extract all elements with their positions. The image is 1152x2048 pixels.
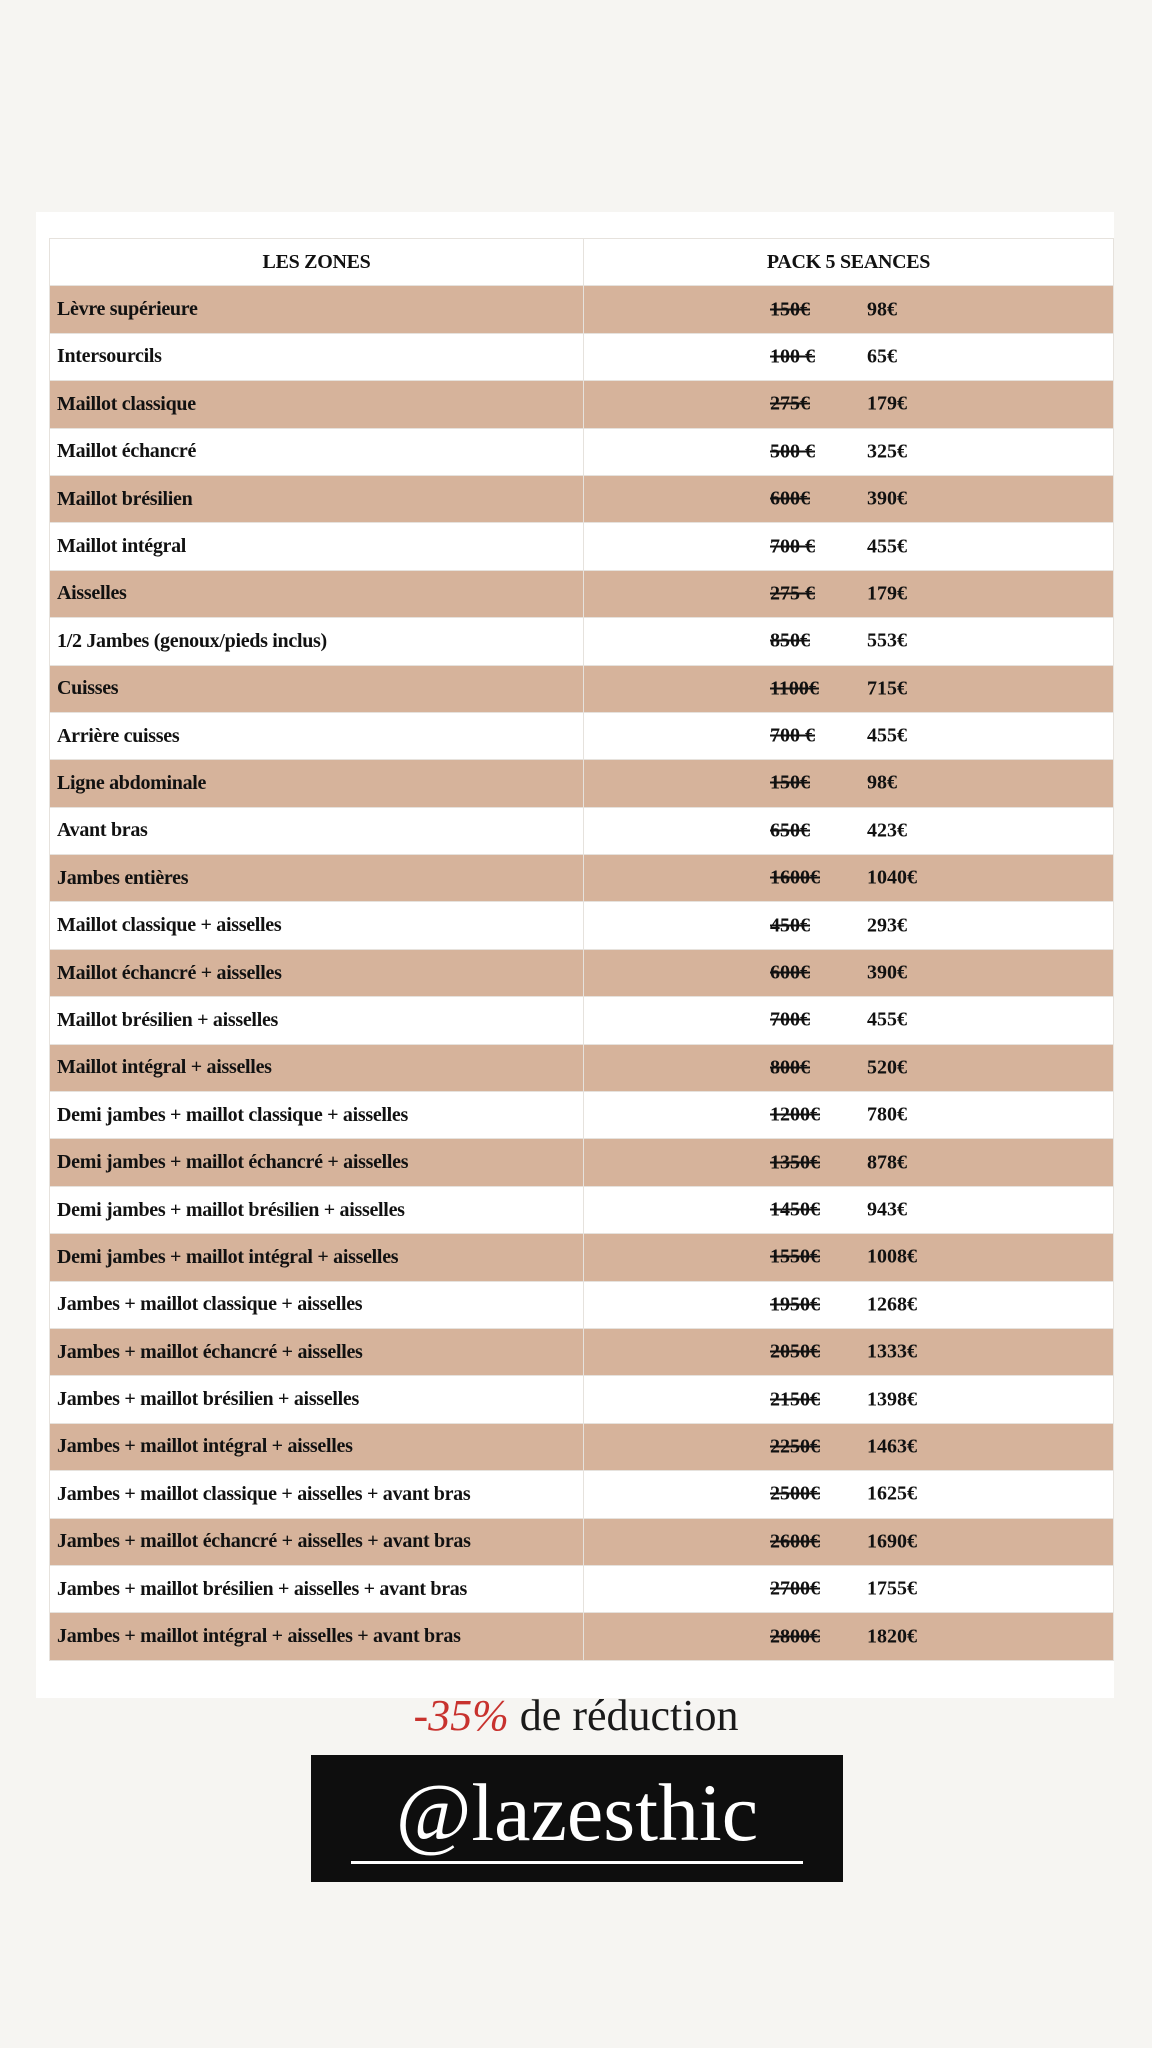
new-price: 520€ <box>867 1056 907 1079</box>
zone-name: Maillot classique <box>50 381 584 428</box>
table-row <box>50 665 1114 712</box>
price-cell <box>584 665 1114 712</box>
price-table <box>49 238 1114 1661</box>
new-price: 179€ <box>867 582 907 605</box>
price-cell <box>584 1376 1114 1423</box>
old-price: 2700€ <box>770 1577 820 1600</box>
table-row <box>50 1423 1114 1470</box>
price-cell <box>584 286 1114 333</box>
new-price: 1625€ <box>867 1482 917 1505</box>
new-price: 1040€ <box>867 866 917 889</box>
new-price: 293€ <box>867 914 907 937</box>
new-price: 1268€ <box>867 1293 917 1316</box>
old-price: 2150€ <box>770 1388 820 1411</box>
new-price: 423€ <box>867 819 907 842</box>
zone-name: Maillot échancré + aisselles <box>50 949 584 996</box>
table-row <box>50 523 1114 570</box>
table-row <box>50 1281 1114 1328</box>
new-price: 1398€ <box>867 1388 917 1411</box>
price-cell <box>584 1234 1114 1281</box>
zone-name: Jambes + maillot intégral + aisselles + avant bras <box>50 1613 584 1660</box>
table-row <box>50 381 1114 428</box>
zone-name: Demi jambes + maillot intégral + aisselles <box>50 1234 584 1281</box>
zone-name: Intersourcils <box>50 333 584 380</box>
new-price: 455€ <box>867 724 907 747</box>
price-cell <box>584 333 1114 380</box>
zone-name: Demi jambes + maillot échancré + aisselles <box>50 1139 584 1186</box>
table-row <box>50 333 1114 380</box>
new-price: 715€ <box>867 677 907 700</box>
header-zones: LES ZONES <box>50 239 584 286</box>
table-row <box>50 1234 1114 1281</box>
price-cell <box>584 1518 1114 1565</box>
old-price: 450€ <box>770 914 810 937</box>
zone-name: 1/2 Jambes (genoux/pieds inclus) <box>50 618 584 665</box>
price-cell <box>584 1328 1114 1375</box>
zone-name: Jambes + maillot intégral + aisselles <box>50 1423 584 1470</box>
price-cell <box>584 1565 1114 1612</box>
new-price: 1690€ <box>867 1530 917 1553</box>
promo-line <box>0 1690 1152 1741</box>
price-cell <box>584 760 1114 807</box>
price-cell <box>584 1092 1114 1139</box>
old-price: 2600€ <box>770 1530 820 1553</box>
new-price: 1333€ <box>867 1340 917 1363</box>
new-price: 1820€ <box>867 1625 917 1648</box>
new-price: 98€ <box>867 298 897 321</box>
table-row <box>50 1565 1114 1612</box>
price-cell <box>584 1613 1114 1660</box>
price-cell <box>584 1186 1114 1233</box>
old-price: 600€ <box>770 487 810 510</box>
price-cell <box>584 1471 1114 1518</box>
price-cell <box>584 855 1114 902</box>
table-row <box>50 807 1114 854</box>
price-cell <box>584 618 1114 665</box>
old-price: 2050€ <box>770 1340 820 1363</box>
price-cell <box>584 428 1114 475</box>
new-price: 455€ <box>867 1008 907 1031</box>
zone-name: Maillot intégral <box>50 523 584 570</box>
table-row <box>50 286 1114 333</box>
old-price: 1350€ <box>770 1151 820 1174</box>
old-price: 1600€ <box>770 866 820 889</box>
zone-name: Demi jambes + maillot brésilien + aisselles <box>50 1186 584 1233</box>
zone-name: Jambes + maillot brésilien + aisselles + avant bras <box>50 1565 584 1612</box>
new-price: 390€ <box>867 961 907 984</box>
price-cell <box>584 712 1114 759</box>
old-price: 150€ <box>770 771 810 794</box>
old-price: 1550€ <box>770 1245 820 1268</box>
table-row <box>50 1518 1114 1565</box>
zone-name: Jambes + maillot classique + aisselles <box>50 1281 584 1328</box>
table-row <box>50 902 1114 949</box>
old-price: 100 € <box>770 345 815 368</box>
new-price: 1008€ <box>867 1245 917 1268</box>
zone-name: Maillot échancré <box>50 428 584 475</box>
table-row <box>50 1186 1114 1233</box>
zone-name: Jambes + maillot échancré + aisselles + avant bras <box>50 1518 584 1565</box>
promo-percent: -35% <box>413 1691 509 1740</box>
price-cell <box>584 570 1114 617</box>
old-price: 850€ <box>770 629 810 652</box>
zone-name: Jambes + maillot classique + aisselles + avant bras <box>50 1471 584 1518</box>
table-row <box>50 618 1114 665</box>
table-row <box>50 949 1114 996</box>
old-price: 650€ <box>770 819 810 842</box>
price-cell <box>584 1423 1114 1470</box>
header-pack: PACK 5 SEANCES <box>584 239 1114 286</box>
old-price: 1100€ <box>770 677 819 700</box>
old-price: 2500€ <box>770 1482 820 1505</box>
price-cell <box>584 1139 1114 1186</box>
old-price: 1200€ <box>770 1103 820 1126</box>
table-row <box>50 1376 1114 1423</box>
old-price: 2250€ <box>770 1435 820 1458</box>
zone-name: Arrière cuisses <box>50 712 584 759</box>
zone-name: Maillot brésilien + aisselles <box>50 997 584 1044</box>
price-cell <box>584 475 1114 522</box>
table-row <box>50 1139 1114 1186</box>
price-cell <box>584 807 1114 854</box>
zone-name: Maillot intégral + aisselles <box>50 1044 584 1091</box>
table-header-row <box>50 239 1114 286</box>
price-cell <box>584 523 1114 570</box>
old-price: 600€ <box>770 961 810 984</box>
zone-name: Jambes + maillot échancré + aisselles <box>50 1328 584 1375</box>
old-price: 275 € <box>770 582 815 605</box>
new-price: 179€ <box>867 392 907 415</box>
table-row <box>50 997 1114 1044</box>
new-price: 390€ <box>867 487 907 510</box>
handle-underline <box>351 1861 803 1864</box>
new-price: 1755€ <box>867 1577 917 1600</box>
zone-name: Jambes + maillot brésilien + aisselles <box>50 1376 584 1423</box>
table-row <box>50 475 1114 522</box>
new-price: 780€ <box>867 1103 907 1126</box>
table-row <box>50 1092 1114 1139</box>
instagram-handle[interactable]: @lazesthic <box>395 1767 759 1858</box>
promo-text: de réduction <box>519 1691 739 1740</box>
zone-name: Ligne abdominale <box>50 760 584 807</box>
old-price: 275€ <box>770 392 810 415</box>
old-price: 700 € <box>770 724 815 747</box>
table-row <box>50 855 1114 902</box>
price-cell <box>584 949 1114 996</box>
old-price: 700€ <box>770 1008 810 1031</box>
new-price: 98€ <box>867 771 897 794</box>
new-price: 1463€ <box>867 1435 917 1458</box>
old-price: 500 € <box>770 440 815 463</box>
zone-name: Jambes entières <box>50 855 584 902</box>
price-cell <box>584 1281 1114 1328</box>
old-price: 800€ <box>770 1056 810 1079</box>
new-price: 455€ <box>867 535 907 558</box>
new-price: 325€ <box>867 440 907 463</box>
price-cell <box>584 997 1114 1044</box>
table-row <box>50 1044 1114 1091</box>
price-cell <box>584 1044 1114 1091</box>
table-row <box>50 1613 1114 1660</box>
price-cell <box>584 381 1114 428</box>
zone-name: Avant bras <box>50 807 584 854</box>
zone-name: Demi jambes + maillot classique + aisselles <box>50 1092 584 1139</box>
handle-box <box>311 1755 843 1882</box>
zone-name: Maillot classique + aisselles <box>50 902 584 949</box>
old-price: 1950€ <box>770 1293 820 1316</box>
new-price: 65€ <box>867 345 897 368</box>
table-row <box>50 1328 1114 1375</box>
new-price: 553€ <box>867 629 907 652</box>
table-row <box>50 1471 1114 1518</box>
table-row <box>50 712 1114 759</box>
new-price: 943€ <box>867 1198 907 1221</box>
zone-name: Cuisses <box>50 665 584 712</box>
table-row <box>50 428 1114 475</box>
price-cell <box>584 902 1114 949</box>
old-price: 700 € <box>770 535 815 558</box>
old-price: 150€ <box>770 298 810 321</box>
table-row <box>50 760 1114 807</box>
old-price: 2800€ <box>770 1625 820 1648</box>
old-price: 1450€ <box>770 1198 820 1221</box>
new-price: 878€ <box>867 1151 907 1174</box>
zone-name: Lèvre supérieure <box>50 286 584 333</box>
zone-name: Maillot brésilien <box>50 475 584 522</box>
zone-name: Aisselles <box>50 570 584 617</box>
table-row <box>50 570 1114 617</box>
price-rows <box>50 286 1114 1660</box>
